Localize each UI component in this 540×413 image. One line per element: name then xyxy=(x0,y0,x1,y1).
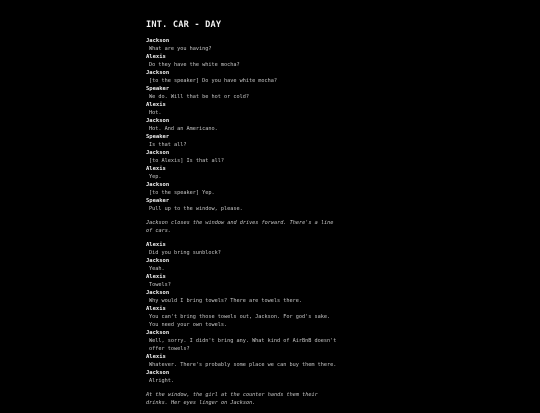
character-name: Jackson xyxy=(146,38,170,44)
dialogue-line: We do. Will that be hot or cold? xyxy=(149,94,249,100)
action-line-2: At the window, the girl at the counter hands them their drinks. Her eyes linger on Jackson. xyxy=(146,392,318,406)
character-name: Alexis xyxy=(146,54,166,60)
dialogue-line: Is that all? xyxy=(149,142,187,148)
character-name: Jackson xyxy=(146,290,170,296)
dialogue-line: Why would I bring towels? There are towels there. xyxy=(149,298,303,304)
character-name: Alexis xyxy=(146,306,166,312)
dialogue-block xyxy=(146,353,368,369)
dialogue-line: Alright. xyxy=(149,378,174,384)
dialogue-block xyxy=(146,257,368,273)
dialogue-line: Did you bring sunblock? xyxy=(149,250,221,256)
dialogue-line: Whatever. There's probably some place we can buy them there. xyxy=(149,362,337,368)
dialogue-block xyxy=(146,241,368,257)
dialogue-line: Hot. xyxy=(149,110,162,116)
scene-heading: INT. CAR - DAY xyxy=(146,20,222,30)
character-name: Alexis xyxy=(146,242,166,248)
dialogue-block xyxy=(146,329,368,353)
character-name: Jackson xyxy=(146,182,170,188)
dialogue-line: Do they have the white mocha? xyxy=(149,62,240,68)
character-name: Alexis xyxy=(146,166,166,172)
character-name: Jackson xyxy=(146,70,170,76)
dialogue-line: Pull up to the window, please. xyxy=(149,206,243,212)
dialogue-block xyxy=(146,69,368,85)
dialogue-section-2 xyxy=(146,241,368,385)
dialogue-block xyxy=(146,165,368,181)
dialogue-line: [to the speaker] Do you have white mocha? xyxy=(149,78,278,84)
dialogue-block xyxy=(146,117,368,133)
character-name: Jackson xyxy=(146,118,170,124)
dialogue-block xyxy=(146,305,368,329)
character-name: Alexis xyxy=(146,102,166,108)
dialogue-block xyxy=(146,37,368,53)
dialogue-block xyxy=(146,133,368,149)
character-name: Speaker xyxy=(146,134,170,140)
character-name: Jackson xyxy=(146,150,170,156)
dialogue-block xyxy=(146,369,368,385)
dialogue-block xyxy=(146,149,368,165)
dialogue-section-1 xyxy=(146,37,368,213)
character-name: Speaker xyxy=(146,86,170,92)
dialogue-block xyxy=(146,181,368,197)
character-name: Alexis xyxy=(146,274,166,280)
dialogue-block xyxy=(146,53,368,69)
dialogue-line: What are you having? xyxy=(149,46,212,52)
dialogue-line: Towels? xyxy=(149,282,171,288)
character-name: Jackson xyxy=(146,370,170,376)
dialogue-line: Yeah. xyxy=(149,266,165,272)
dialogue-block xyxy=(146,101,368,117)
dialogue-line: [to the speaker] Yep. xyxy=(149,190,215,196)
dialogue-line: Yep. xyxy=(149,174,162,180)
dialogue-block xyxy=(146,85,368,101)
dialogue-line: Well, sorry. I didn't bring any. What kind of AirBnB doesn't offer towels? xyxy=(149,338,337,352)
screenplay-page xyxy=(146,20,368,413)
character-name: Alexis xyxy=(146,354,166,360)
dialogue-block xyxy=(146,197,368,213)
character-name: Jackson xyxy=(146,330,170,336)
action-line-1: Jackson closes the window and drives forward. There's a line of cars. xyxy=(146,220,334,234)
character-name: Speaker xyxy=(146,198,170,204)
character-name: Jackson xyxy=(146,258,170,264)
dialogue-block xyxy=(146,273,368,289)
dialogue-line: [to Alexis] Is that all? xyxy=(149,158,224,164)
dialogue-block xyxy=(146,289,368,305)
dialogue-line: Hot. And an Americano. xyxy=(149,126,218,132)
dialogue-line: You can't bring those towels out, Jackson. For god's sake. You need your own towels. xyxy=(149,314,331,328)
